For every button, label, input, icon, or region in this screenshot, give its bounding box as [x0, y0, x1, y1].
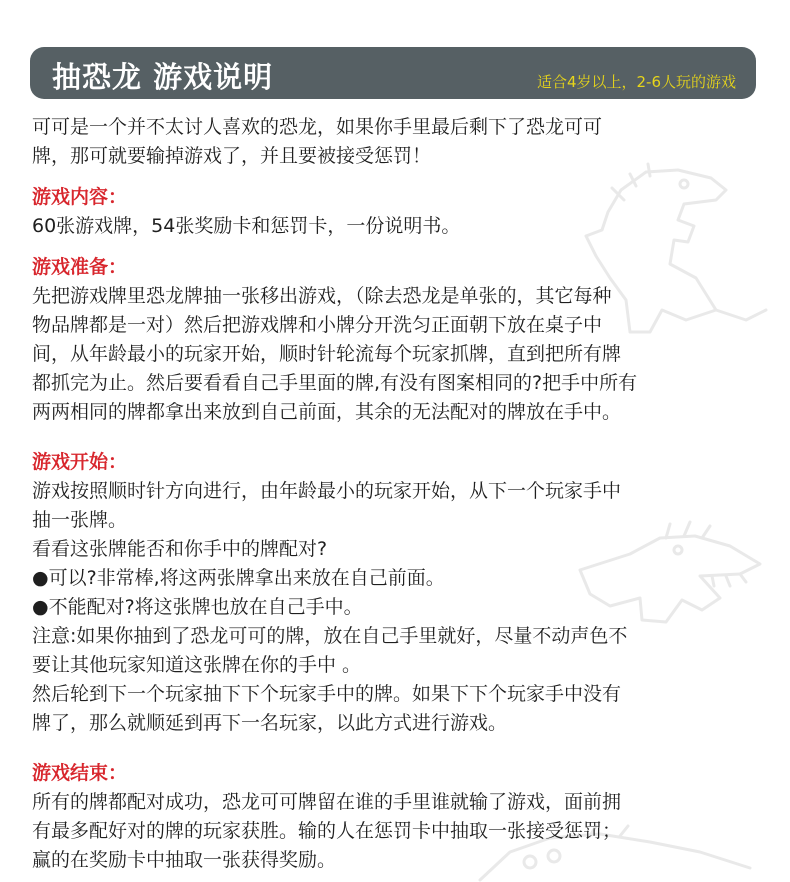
start-note-line: 注意:如果你抽到了恐龙可可的牌，放在自己手里就好，尽量不动声色不	[32, 625, 628, 647]
start-note-line: 要让其他玩家知道这张牌在你的手中 。	[32, 654, 362, 676]
start-line: 牌了，那么就顺延到再下一名玩家，以此方式进行游戏。	[32, 712, 508, 734]
section-heading-end: 游戏结束：	[32, 762, 128, 784]
setup-line: 都抓完为止。然后要看看自己手里面的牌,有没有图案相同的?把手中所有	[32, 372, 638, 394]
end-line: 所有的牌都配对成功，恐龙可可牌留在谁的手里谁就输了游戏，面前拥	[32, 791, 622, 813]
start-line: 看看这张牌能否和你手中的牌配对?	[32, 538, 328, 560]
start-line: 然后轮到下一个玩家抽下下个玩家手中的牌。如果下下个玩家手中没有	[32, 683, 622, 705]
age-players-subtitle: 适合4岁以上，2-6人玩的游戏	[536, 73, 736, 91]
rules-content	[32, 113, 767, 875]
intro-line: 牌，那可就要输掉游戏了，并且要被接受惩罚！	[32, 145, 432, 167]
intro-line: 可可是一个并不太讨人喜欢的恐龙，如果你手里最后剩下了恐龙可可	[32, 116, 603, 138]
setup-line: 物品牌都是一对）然后把游戏牌和小牌分开洗匀正面朝下放在桌子中	[32, 314, 603, 336]
section-heading-start: 游戏开始：	[32, 451, 128, 473]
start-bullet-yes: ●可以?非常棒,将这两张牌拿出来放在自己前面。	[32, 567, 445, 589]
start-line: 抽一张牌。	[32, 509, 128, 531]
section-heading-contents: 游戏内容：	[32, 186, 128, 208]
start-line: 游戏按照顺时针方向进行，由年龄最小的玩家开始，从下一个玩家手中	[32, 480, 622, 502]
setup-line: 先把游戏牌里恐龙牌抽一张移出游戏，（除去恐龙是单张的，其它每种	[32, 285, 612, 307]
end-line: 赢的在奖励卡中抽取一张获得奖励。	[32, 849, 337, 871]
start-bullet-no: ●不能配对?将这张牌也放在自己手中。	[32, 596, 363, 618]
end-line: 有最多配好对的牌的玩家获胜。输的人在惩罚卡中抽取一张接受惩罚；	[32, 820, 622, 842]
setup-line: 两两相同的牌都拿出来放到自己前面，其余的无法配对的牌放在手中。	[32, 401, 622, 423]
page-title: 抽恐龙 游戏说明	[52, 60, 274, 94]
header-banner	[30, 47, 756, 99]
setup-line: 间，从年龄最小的玩家开始，顺时针轮流每个玩家抓牌，直到把所有牌	[32, 343, 622, 365]
contents-line: 60张游戏牌，54张奖励卡和惩罚卡，一份说明书。	[32, 215, 461, 237]
section-heading-setup: 游戏准备：	[32, 256, 128, 278]
